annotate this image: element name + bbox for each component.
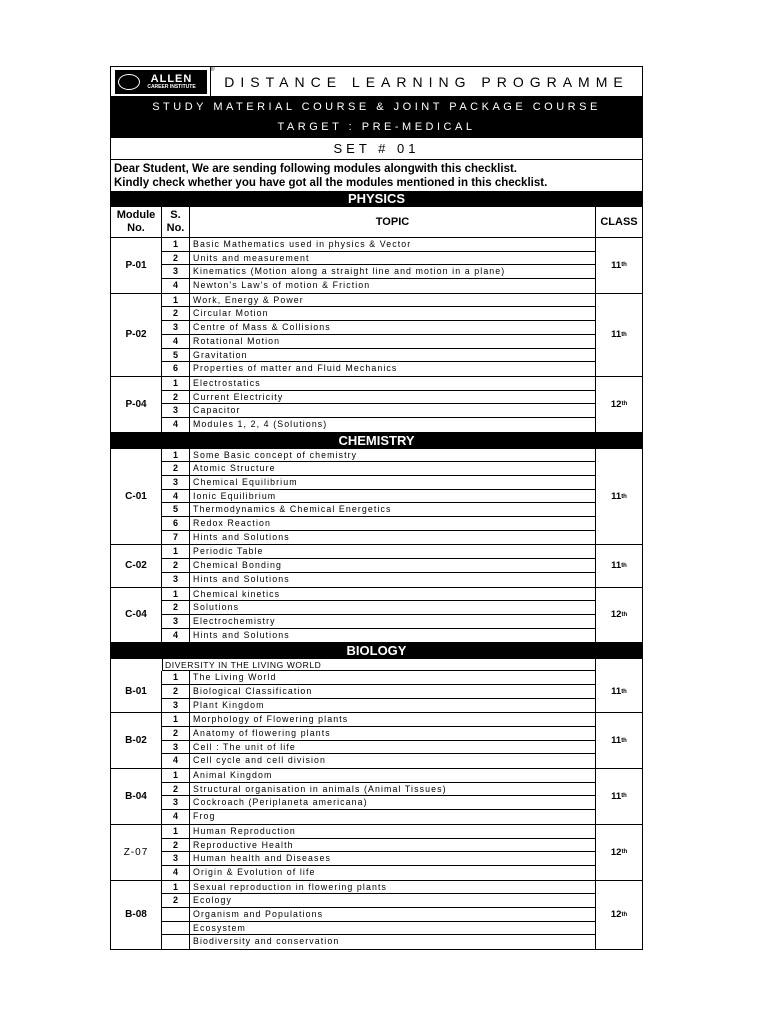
class-level [596, 545, 642, 586]
topic-row [162, 362, 595, 376]
class-value: 12 [610, 398, 622, 410]
serial-number: 4 [162, 279, 190, 293]
target-title: TARGET : PRE-MEDICAL [111, 117, 642, 138]
module-number: Z-07 [111, 825, 162, 880]
module-number: B-01 [111, 671, 162, 712]
serial-number [162, 922, 190, 935]
module-number: P-04 [111, 377, 162, 432]
topic-row [162, 839, 595, 853]
module-topics [162, 294, 596, 376]
topic-name: Ecology [193, 895, 232, 906]
class-value: 11 [611, 686, 622, 698]
topic-name: Sexual reproduction in flowering plants [193, 881, 388, 892]
topic-row [162, 404, 595, 418]
topic-name: Gravitation [193, 349, 248, 360]
topic-name: Work, Energy & Power [193, 294, 304, 305]
topic-row [162, 629, 595, 643]
module-group-z-07 [111, 825, 642, 881]
serial-number: 3 [162, 615, 190, 628]
topic-row [162, 490, 595, 504]
topic-row [162, 796, 595, 810]
class-level [596, 449, 642, 545]
module-group-c-04 [111, 588, 642, 644]
topic-name: Centre of Mass & Collisions [193, 322, 331, 333]
section-header-chemistry: CHEMISTRY [111, 433, 642, 449]
section-header-physics: PHYSICS [111, 191, 642, 207]
serial-number: 2 [162, 559, 190, 572]
topic-row [162, 377, 595, 391]
header-row [111, 67, 642, 97]
topic-name: Organism and Populations [193, 908, 324, 919]
class-value: 11 [611, 259, 622, 271]
topic-name: Rotational Motion [193, 335, 281, 346]
topic-name: Animal Kingdom [193, 770, 273, 781]
serial-number: 2 [162, 894, 190, 907]
topic-row [162, 588, 595, 602]
serial-number: 2 [162, 685, 190, 698]
module-group-p-04 [111, 377, 642, 433]
module-group-p-02 [111, 294, 642, 377]
topic-name: Some Basic concept of chemistry [193, 449, 358, 460]
serial-number: 2 [162, 252, 190, 265]
class-level [596, 825, 642, 880]
serial-number: 4 [162, 490, 190, 503]
serial-number: 1 [162, 294, 190, 307]
topic-row [162, 615, 595, 629]
topic-row [162, 294, 595, 308]
class-value: 12 [610, 846, 622, 858]
serial-number: 3 [162, 573, 190, 587]
topic-name: Chemical Equilibrium [193, 477, 298, 487]
serial-number: 1 [162, 238, 190, 251]
topic-name: Structural organisation in animals (Animal Tissues) [193, 783, 447, 794]
topic-name: Basic Mathematics used in physics & Vector [193, 239, 412, 249]
column-header-topic: TOPIC [190, 207, 596, 237]
topic-row [162, 727, 595, 741]
column-header-sno: S. No. [162, 207, 190, 237]
intro-text [111, 160, 642, 191]
serial-number: 2 [162, 727, 190, 740]
serial-number: 3 [162, 404, 190, 417]
topic-row [162, 601, 595, 615]
topic-name: Redox Reaction [193, 518, 271, 529]
topic-row [162, 810, 595, 824]
topic-name: Thermodynamics & Chemical Energetics [193, 504, 392, 515]
topic-name: Solutions [193, 602, 240, 613]
topic-name: Hints and Solutions [193, 531, 290, 542]
topic-name: Biological Classification [193, 685, 313, 696]
serial-number: 6 [162, 517, 190, 530]
programme-title: DISTANCE LEARNING PROGRAMME [224, 73, 629, 90]
serial-number: 3 [162, 852, 190, 865]
topic-name: Human Reproduction [193, 825, 296, 836]
topic-name: Electrochemistry [193, 615, 276, 626]
topic-row [162, 252, 595, 266]
class-suffix: th [621, 401, 628, 408]
serial-number [162, 935, 190, 949]
topic-row [162, 418, 595, 432]
serial-number: 1 [162, 825, 190, 838]
serial-number: 2 [162, 391, 190, 404]
topic-row [162, 238, 595, 252]
module-group-c-02 [111, 545, 642, 587]
serial-number: 2 [162, 783, 190, 796]
topic-name: Anatomy of flowering plants [193, 728, 331, 738]
class-value: 11 [611, 560, 622, 572]
module-number: P-01 [111, 238, 162, 293]
serial-number: 2 [162, 462, 190, 475]
topic-name: Frog [193, 811, 216, 822]
serial-number: 5 [162, 503, 190, 516]
serial-number: 3 [162, 476, 190, 489]
module-group-b-08 [111, 881, 642, 949]
topic-row [162, 908, 595, 922]
module-topics [162, 769, 596, 824]
topic-name: Human health and Diseases [193, 853, 332, 864]
topic-name: Atomic Structure [193, 463, 276, 474]
module-group-b-02 [111, 713, 642, 769]
intro-line-1: Dear Student, We are sending following modules alongwith this checklist. [114, 163, 517, 175]
module-number: P-02 [111, 294, 162, 376]
module-number: B-08 [111, 881, 162, 949]
serial-number: 4 [162, 810, 190, 824]
serial-number: 2 [162, 839, 190, 852]
topic-row [162, 321, 595, 335]
topic-name: Cell : The unit of life [193, 741, 296, 752]
topic-row [162, 559, 595, 573]
class-value: 12 [610, 609, 622, 621]
class-level [596, 671, 642, 712]
serial-number: 3 [162, 796, 190, 809]
course-title: STUDY MATERIAL COURSE & JOINT PACKAGE COURSE [111, 97, 642, 117]
topic-name: Chemical Bonding [193, 560, 282, 571]
topic-name: Plant Kingdom [193, 699, 265, 710]
topic-name: Newton's Law's of motion & Friction [193, 280, 371, 291]
class-suffix: th [621, 793, 627, 800]
topic-row [162, 307, 595, 321]
serial-number: 1 [162, 545, 190, 558]
biology-subheading: DIVERSITY IN THE LIVING WORLD [162, 659, 596, 671]
topic-row [162, 866, 595, 880]
module-number: B-04 [111, 769, 162, 824]
serial-number: 1 [162, 671, 190, 684]
topic-row [162, 671, 595, 685]
topic-name: Hints and Solutions [193, 629, 290, 640]
serial-number: 1 [162, 769, 190, 782]
class-suffix: th [621, 911, 628, 918]
topic-row [162, 545, 595, 559]
topic-name: Biodiversity and conservation [193, 936, 340, 947]
serial-number: 4 [162, 418, 190, 432]
allen-logo [111, 66, 215, 96]
topic-row [162, 699, 595, 713]
serial-number: 3 [162, 741, 190, 754]
logo-sub-text: CAREER INSTITUTE [147, 83, 196, 90]
topic-row [162, 713, 595, 727]
topic-name: Morphology of Flowering plants [193, 714, 349, 725]
topic-name: Units and measurement [193, 252, 310, 263]
serial-number [162, 908, 190, 921]
logo-emblem-icon [118, 74, 140, 90]
topic-row [162, 265, 595, 279]
topic-row [162, 754, 595, 768]
module-number: C-01 [111, 449, 162, 545]
topic-row [162, 894, 595, 908]
topic-row [162, 573, 595, 587]
section-header-biology: BIOLOGY [111, 643, 642, 659]
column-header-row [111, 207, 642, 238]
module-topics [162, 671, 596, 712]
intro-line-2: Kindly check whether you have got all the modules mentioned in this checklist. [114, 177, 548, 189]
module-group-p-01 [111, 238, 642, 294]
topic-row [162, 935, 595, 949]
serial-number: 1 [162, 881, 190, 894]
serial-number: 1 [162, 713, 190, 726]
topic-name: Cell cycle and cell division [193, 755, 326, 766]
module-topics [162, 713, 596, 768]
module-topics [162, 449, 596, 545]
class-suffix: th [621, 849, 628, 856]
module-number: C-04 [111, 588, 162, 643]
serial-number: 5 [162, 349, 190, 362]
logo-main-text: ALLEN [150, 72, 193, 85]
class-level [596, 294, 642, 376]
topic-name: Modules 1, 2, 4 (Solutions) [193, 418, 328, 429]
class-value: 11 [611, 735, 622, 747]
class-suffix: th [621, 493, 627, 500]
topic-row [162, 476, 595, 490]
serial-number: 2 [162, 307, 190, 320]
registered-mark: ® [210, 66, 215, 73]
topic-name: Capacitor [193, 405, 241, 416]
module-topics [162, 238, 596, 293]
topic-row [162, 741, 595, 755]
module-topics [162, 825, 596, 880]
class-level [596, 238, 642, 293]
topic-row [162, 852, 595, 866]
topic-row [162, 503, 595, 517]
class-value: 11 [611, 491, 622, 503]
class-level [596, 713, 642, 768]
set-number: SET # 01 [111, 138, 642, 160]
serial-number: 4 [162, 754, 190, 768]
topic-name: The Living World [193, 672, 277, 683]
topic-row [162, 349, 595, 363]
column-header-module: Module No. [111, 207, 162, 237]
topic-name: Reproductive Health [193, 839, 294, 850]
class-value: 11 [611, 329, 622, 341]
serial-number: 4 [162, 335, 190, 348]
serial-number: 3 [162, 699, 190, 713]
topic-row [162, 391, 595, 405]
topic-row [162, 531, 595, 545]
topic-name: Electrostatics [193, 377, 261, 388]
serial-number: 4 [162, 866, 190, 880]
module-topics [162, 545, 596, 586]
module-topics [162, 588, 596, 643]
topic-name: Circular Motion [193, 308, 269, 319]
column-header-class: CLASS [600, 215, 638, 228]
serial-number: 1 [162, 377, 190, 390]
topic-row [162, 449, 595, 463]
topic-row [162, 783, 595, 797]
class-suffix: th [621, 688, 627, 695]
topic-name: Periodic Table [193, 546, 264, 557]
module-number: B-02 [111, 713, 162, 768]
class-level [596, 881, 642, 949]
module-group-b-04 [111, 769, 642, 825]
module-number: C-02 [111, 545, 162, 586]
topic-name: Cockroach (Periplaneta americana) [193, 797, 368, 808]
topic-row [162, 335, 595, 349]
topic-name: Properties of matter and Fluid Mechanics [193, 363, 398, 374]
serial-number: 6 [162, 362, 190, 376]
serial-number: 3 [162, 265, 190, 278]
serial-number: 7 [162, 531, 190, 545]
topic-row [162, 769, 595, 783]
topic-name: Hints and Solutions [193, 573, 290, 584]
class-level [596, 377, 642, 432]
topic-name: Chemical kinetics [193, 588, 281, 599]
serial-number: 4 [162, 629, 190, 643]
serial-number: 2 [162, 601, 190, 614]
topic-name: Origin & Evolution of life [193, 866, 316, 877]
topic-row [162, 685, 595, 699]
class-suffix: th [621, 737, 627, 744]
topic-row [162, 517, 595, 531]
topic-row [162, 462, 595, 476]
serial-number: 3 [162, 321, 190, 334]
module-group-c-01 [111, 449, 642, 546]
serial-number: 1 [162, 588, 190, 601]
class-value: 12 [610, 909, 622, 921]
topic-row [162, 279, 595, 293]
module-topics [162, 377, 596, 432]
topic-name: Current Electricity [193, 391, 284, 402]
sections-container [111, 191, 642, 949]
topic-row [162, 922, 595, 936]
class-suffix: th [621, 331, 627, 338]
topic-name: Ionic Equilibrium [193, 490, 277, 501]
class-level [596, 769, 642, 824]
class-suffix: th [621, 611, 628, 618]
checklist-sheet [110, 66, 643, 950]
topic-name: Ecosystem [193, 922, 246, 933]
class-level [596, 588, 642, 643]
class-value: 11 [611, 790, 622, 802]
topic-name: Kinematics (Motion along a straight line and motion in a plane) [193, 266, 506, 277]
topic-row [162, 825, 595, 839]
serial-number: 1 [162, 449, 190, 462]
class-suffix: th [621, 562, 627, 569]
module-group-b-01 [111, 671, 642, 713]
class-suffix: th [621, 262, 627, 269]
module-topics [162, 881, 596, 949]
topic-row [162, 881, 595, 895]
